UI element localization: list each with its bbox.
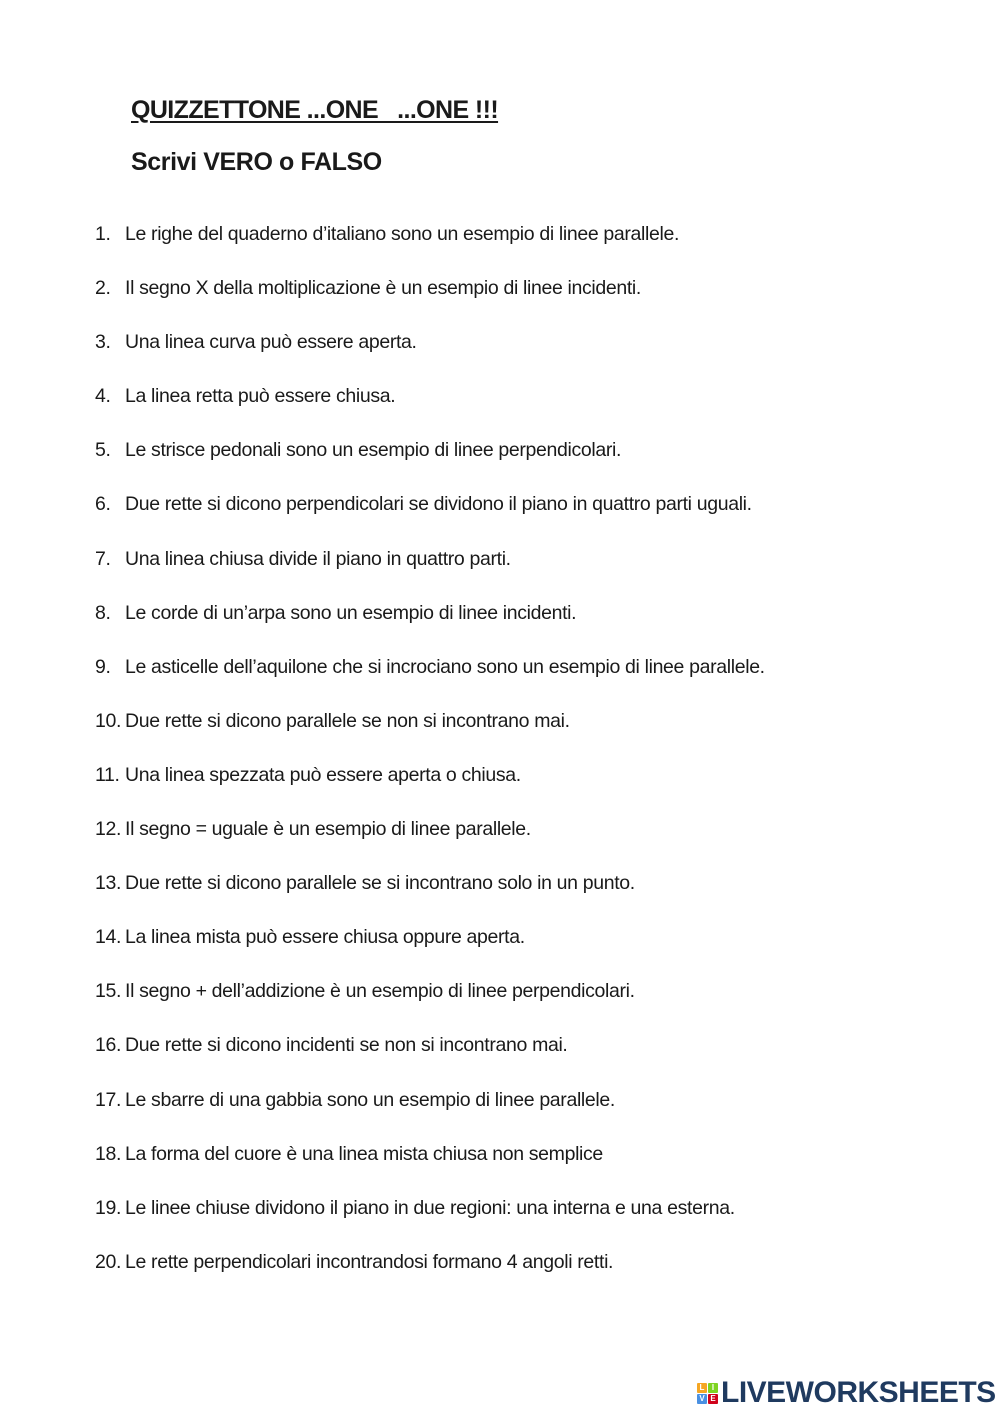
question-text: Le strisce pedonali sono un esempio di linee perpendicolari. (125, 439, 622, 462)
question-number: 5. (95, 439, 111, 462)
question-item (95, 381, 765, 435)
question-number: 2. (95, 277, 111, 300)
question-text: Una linea curva può essere aperta. (125, 331, 417, 354)
question-number: 9. (95, 655, 111, 678)
question-text: Le righe del quaderno d’italiano sono un esempio di linee parallele. (125, 223, 680, 245)
question-text: Le sbarre di una gabbia sono un esempio di linee parallele. (125, 1088, 615, 1111)
question-item (95, 652, 765, 706)
question-number: 10. (95, 709, 122, 732)
question-item (95, 868, 765, 922)
question-text: Il segno = uguale è un esempio di linee parallele. (125, 818, 531, 841)
question-text: La forma del cuore è una linea mista chiusa non semplice (125, 1142, 603, 1165)
question-item (95, 760, 765, 814)
question-text: Una linea chiusa divide il piano in quattro parti. (125, 547, 511, 570)
question-number: 1. (95, 223, 111, 245)
question-text: Due rette si dicono parallele se si incontrano solo in un punto. (125, 872, 635, 895)
question-item (95, 922, 765, 976)
question-number: 14. (95, 926, 122, 949)
question-item (95, 598, 765, 652)
question-item (95, 814, 765, 868)
question-item (95, 273, 765, 327)
question-number: 19. (95, 1196, 122, 1219)
question-text: Le linee chiuse dividono il piano in due regioni: una interna e una esterna. (125, 1196, 735, 1219)
logo-tile: V (697, 1394, 707, 1404)
liveworksheets-logo (697, 1377, 996, 1409)
question-item (95, 706, 765, 760)
question-text: Il segno X della moltiplicazione è un esempio di linee incidenti. (125, 277, 641, 300)
question-text: Il segno + dell’addizione è un esempio di linee perpendicolari. (125, 980, 635, 1003)
logo-tile: I (708, 1383, 718, 1393)
worksheet-title: QUIZZETTONE ...ONE ...ONE !!! (131, 96, 499, 124)
question-number: 4. (95, 385, 111, 408)
question-item (95, 1030, 765, 1084)
question-number: 12. (95, 818, 122, 841)
question-number: 11. (95, 763, 120, 786)
question-list (95, 219, 765, 1301)
question-item (95, 1085, 765, 1139)
question-text: Le rette perpendicolari incontrandosi formano 4 angoli retti. (125, 1250, 614, 1273)
question-text: Le asticelle dell’aquilone che si incrociano sono un esempio di linee parallele. (125, 655, 765, 678)
question-item (95, 1139, 765, 1193)
question-number: 6. (95, 493, 111, 516)
question-text: La linea mista può essere chiusa oppure aperta. (125, 926, 525, 949)
worksheet-instruction: Scrivi VERO o FALSO (131, 148, 382, 176)
logo-tile: L (697, 1383, 707, 1393)
question-item (95, 327, 765, 381)
question-text: Due rette si dicono perpendicolari se dividono il piano in quattro parti uguali. (125, 493, 752, 516)
question-number: 20. (95, 1250, 122, 1273)
question-number: 8. (95, 601, 111, 624)
question-number: 15. (95, 980, 122, 1003)
question-text: La linea retta può essere chiusa. (125, 385, 396, 408)
question-item (95, 544, 765, 598)
question-text: Una linea spezzata può essere aperta o chiusa. (125, 763, 521, 786)
question-number: 17. (95, 1088, 122, 1111)
logo-text: LIVEWORKSHEETS (721, 1376, 996, 1409)
question-number: 7. (95, 547, 111, 570)
question-text: Le corde di un’arpa sono un esempio di linee incidenti. (125, 601, 577, 624)
question-number: 16. (95, 1034, 122, 1057)
question-item (95, 435, 765, 489)
logo-tile: E (708, 1394, 718, 1404)
question-item (95, 219, 765, 273)
question-item (95, 1247, 765, 1301)
question-number: 3. (95, 331, 111, 354)
question-item (95, 489, 765, 543)
question-item (95, 1193, 765, 1247)
question-text: Due rette si dicono parallele se non si incontrano mai. (125, 709, 570, 732)
question-text: Due rette si dicono incidenti se non si incontrano mai. (125, 1034, 568, 1057)
question-item (95, 976, 765, 1030)
liveworksheets-logo-icon (697, 1383, 718, 1404)
question-number: 18. (95, 1142, 122, 1165)
question-number: 13. (95, 872, 122, 895)
